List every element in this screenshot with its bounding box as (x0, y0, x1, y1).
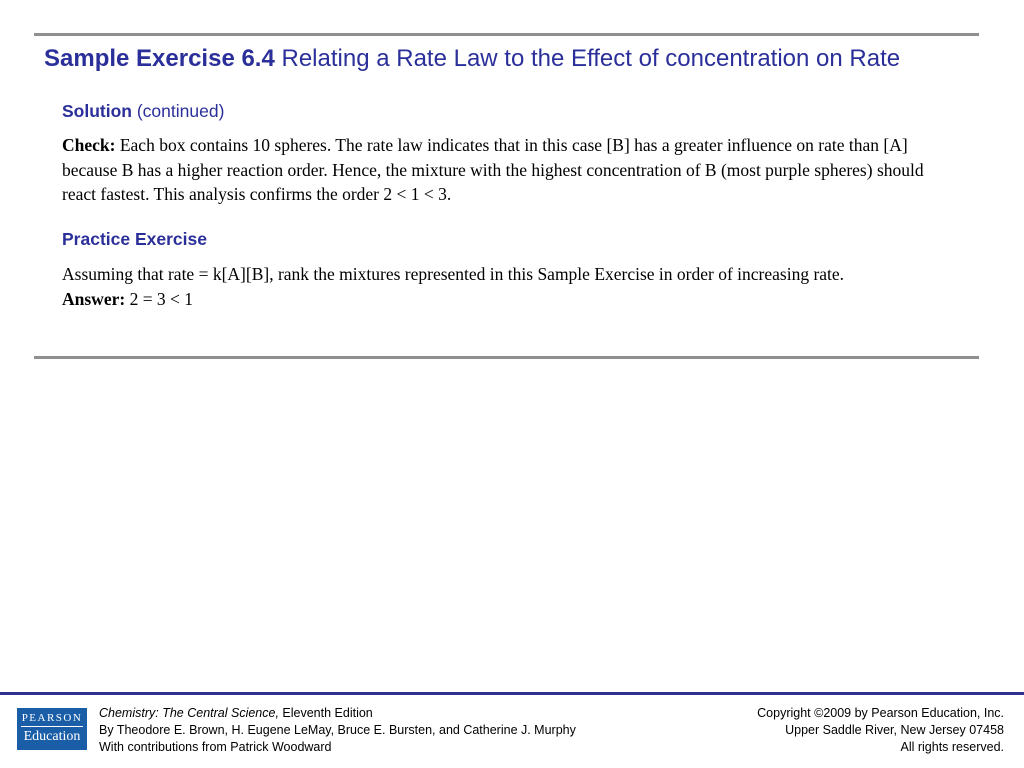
title-exercise-number: Sample Exercise 6.4 (44, 45, 275, 72)
footer-divider (0, 692, 1024, 695)
solution-label: Solution (62, 101, 132, 121)
footer-authors: By Theodore E. Brown, H. Eugene LeMay, Bruce E. Bursten, and Catherine J. Murphy (99, 723, 576, 737)
practice-paragraph (62, 262, 932, 311)
answer-label: Answer: (62, 288, 126, 309)
check-paragraph (62, 133, 932, 207)
footer-copyright (757, 705, 1004, 756)
footer-contributions: With contributions from Patrick Woodward (99, 740, 332, 754)
rights-line: All rights reserved. (900, 740, 1004, 754)
check-text: Each box contains 10 spheres. The rate law indicates that in this case [B] has a greater influence on rate than [A] because B has a higher reaction order. Hence, the mixture with the highest concentration of B (most purple spheres) should react fastest. This analysis confirms the order 2 < 1 < 3. (62, 135, 924, 204)
top-divider (34, 33, 979, 36)
title-text: Relating a Rate Law to the Effect of concentration on Rate (274, 45, 901, 72)
middle-divider (34, 356, 979, 359)
solution-heading (62, 101, 224, 122)
logo-top-text: PEARSON (21, 708, 83, 727)
address-line: Upper Saddle River, New Jersey 07458 (785, 723, 1004, 737)
check-label: Check: (62, 135, 116, 155)
slide-title (44, 45, 984, 73)
practice-answer (62, 287, 932, 312)
practice-exercise-heading: Practice Exercise (62, 229, 207, 249)
solution-continued: (continued) (131, 101, 225, 121)
book-edition: Eleventh Edition (278, 706, 373, 720)
answer-text: 2 = 3 < 1 (125, 288, 194, 309)
copyright-line: Copyright ©2009 by Pearson Education, Inc. (757, 706, 1004, 720)
book-title: Chemistry: The Central Science, (99, 706, 279, 720)
footer-book-info (99, 705, 576, 756)
practice-question: Assuming that rate = k[A][B], rank the mixtures represented in this Sample Exercise in order of increasing rate. (62, 264, 845, 284)
footer-title-line (99, 705, 576, 722)
pearson-logo (17, 708, 87, 750)
logo-bottom-text: Education (23, 729, 81, 744)
